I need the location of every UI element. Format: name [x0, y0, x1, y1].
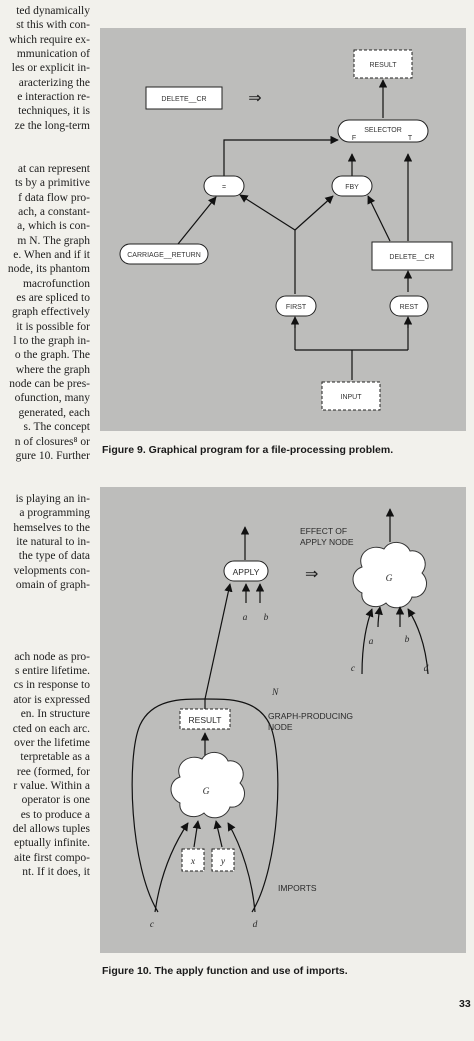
body-text-line: a programming — [19, 507, 90, 520]
body-text-line: f data flow pro- — [18, 191, 90, 204]
body-text-line: st this with con- — [16, 19, 90, 32]
fig9-delete-cr-top-label: DELETE__CR — [161, 96, 207, 103]
body-text-line: ree (formed, for — [16, 765, 90, 778]
edge-x-g — [194, 821, 198, 847]
fig10-inner-g-cloud — [171, 752, 245, 817]
fig9-input-label: INPUT — [340, 394, 362, 401]
fig9-carriage-return-label: CARRIAGE__RETURN — [127, 252, 201, 259]
body-text-line: m N. The graph — [17, 234, 90, 247]
body-text-line: aracterizing the — [18, 76, 90, 89]
body-text-line: at can represent — [17, 162, 90, 175]
body-text-line: r value. Within a — [13, 779, 90, 792]
edge-y-g — [216, 821, 222, 847]
body-text-line: omain of graph- — [15, 579, 90, 591]
body-text-line: ts by a primitive — [14, 177, 90, 190]
body-text-line: gure 10. Further — [15, 449, 90, 462]
body-text-line: macrofunction — [22, 277, 90, 290]
fig10-right-input-b: b — [404, 635, 410, 645]
fig9-equals-label: = — [221, 184, 227, 191]
body-text-line: ite natural to in- — [16, 535, 90, 548]
body-text-line: node can be pres- — [9, 378, 90, 391]
body-text-line: the type of data — [18, 550, 90, 563]
fig10-right-g-label: G — [385, 574, 393, 584]
body-text-line: operator is one — [21, 794, 90, 807]
fig10-input-d: d — [252, 920, 258, 930]
body-text-line: aite first compo- — [13, 851, 90, 864]
body-text-line: terpretable as a — [20, 751, 90, 764]
fig10-input-c: c — [149, 920, 155, 930]
fig10-graph-producing-line2: NODE — [268, 722, 293, 732]
body-text-line: is playing an in- — [15, 492, 90, 505]
figure-10 — [100, 487, 466, 953]
figure-10-diagram — [100, 487, 466, 953]
page-number: 33 — [459, 998, 471, 1010]
body-text-line: ted dynamically — [16, 5, 90, 17]
body-text-line: e. When and if it — [13, 248, 90, 261]
body-text-line: graph effectively — [11, 306, 90, 319]
body-text-line: les or explicit in- — [11, 62, 90, 75]
edge-delete-fby — [368, 196, 390, 241]
body-text-line: l to the graph in- — [13, 335, 90, 348]
fig10-apply-label: APPLY — [232, 567, 260, 577]
figure-9-diagram — [100, 28, 466, 431]
body-text-line: nt. If it does, it — [22, 866, 90, 878]
fig10-node-n-label: N — [272, 688, 279, 698]
fig10-graph-producing-line1: GRAPH-PRODUCING — [268, 711, 354, 721]
fig9-result-label: RESULT — [369, 62, 397, 69]
body-text-line: ator is expressed — [13, 693, 90, 706]
body-text-line: over the lifetime — [14, 736, 90, 749]
body-text-line: ofunction, many — [14, 392, 90, 405]
body-text-line: eptually infinite. — [13, 837, 90, 850]
body-text-line: s entire lifetime. — [14, 665, 90, 678]
fig10-double-arrow-icon: ⇒ — [305, 566, 319, 583]
body-text-line: mmunication of — [16, 48, 90, 61]
body-text-line: ach node as pro- — [14, 650, 90, 663]
edge-equals-selector — [224, 140, 338, 176]
figure-10-caption: Figure 10. The apply function and use of imports. — [102, 965, 348, 977]
body-text-line: ach, a constant- — [18, 205, 90, 218]
body-text-line: where the graph — [15, 363, 90, 376]
fig9-selector-f: F — [351, 135, 357, 142]
body-text-line: del allows tuples — [12, 822, 90, 835]
fig10-apply-input-a: a — [242, 613, 248, 623]
edge-node-apply — [205, 584, 230, 699]
fig10-import-y-label: y — [220, 857, 226, 867]
fig9-selector-label: SELECTOR — [364, 127, 402, 134]
body-text-line: s. The concept — [23, 421, 90, 434]
body-text-line: techniques, it is — [18, 105, 90, 118]
fig9-fby-label: FBY — [345, 184, 359, 191]
body-text-line: cted on each arc. — [12, 722, 90, 735]
fig9-delete-cr-label: DELETE__CR — [389, 254, 435, 261]
body-text-line: cs in response to — [13, 679, 90, 692]
body-text-line: en. In structure — [20, 708, 90, 721]
body-text-line: a, which is con- — [17, 220, 90, 233]
fig9-selector-t: T — [407, 135, 413, 142]
fig9-first-label: FIRST — [285, 304, 307, 311]
edge-first-fby — [295, 196, 333, 230]
figure-9 — [100, 28, 466, 431]
body-text-line: es are spliced to — [16, 292, 90, 304]
body-text-line: hemselves to the — [13, 521, 90, 534]
fig10-effect-line1: EFFECT OF — [300, 526, 348, 536]
fig10-right-input-a: a — [368, 637, 374, 647]
fig10-right-input-d: d — [423, 664, 429, 674]
body-text-line: velopments con- — [13, 564, 90, 577]
figure-9-caption: Figure 9. Graphical program for a file-processing problem. — [102, 444, 394, 456]
fig10-effect-line2: APPLY NODE — [300, 537, 354, 547]
edge-input-split — [295, 318, 408, 380]
edge-first-equals — [240, 195, 295, 230]
body-text-line: it is possible for — [16, 320, 90, 333]
fig10-result-label: RESULT — [188, 715, 222, 725]
fig10-import-x-label: x — [190, 857, 196, 867]
fig10-inner-g-label: G — [202, 787, 210, 797]
edge-cr-equals — [178, 197, 216, 244]
fig10-right-input-c: c — [350, 664, 356, 674]
body-text-line: node, its phantom — [7, 263, 90, 276]
body-text-line: e interaction re- — [17, 91, 90, 104]
edge-right-a — [378, 607, 380, 627]
fig10-apply-input-b: b — [263, 613, 269, 623]
body-text-line: generated, each — [18, 406, 90, 419]
body-text-line: n of closures⁸ or — [14, 435, 90, 448]
body-text-line: which require ex- — [8, 33, 90, 46]
fig10-imports-label: IMPORTS — [278, 883, 317, 893]
body-text-line: es to produce a — [20, 808, 90, 821]
left-text-column — [0, 0, 96, 1041]
body-text-line: o the graph. The — [14, 349, 90, 362]
body-text-line: ze the long-term — [14, 119, 90, 132]
fig9-rest-label: REST — [399, 304, 419, 311]
fig9-double-arrow-icon: ⇒ — [248, 90, 262, 107]
